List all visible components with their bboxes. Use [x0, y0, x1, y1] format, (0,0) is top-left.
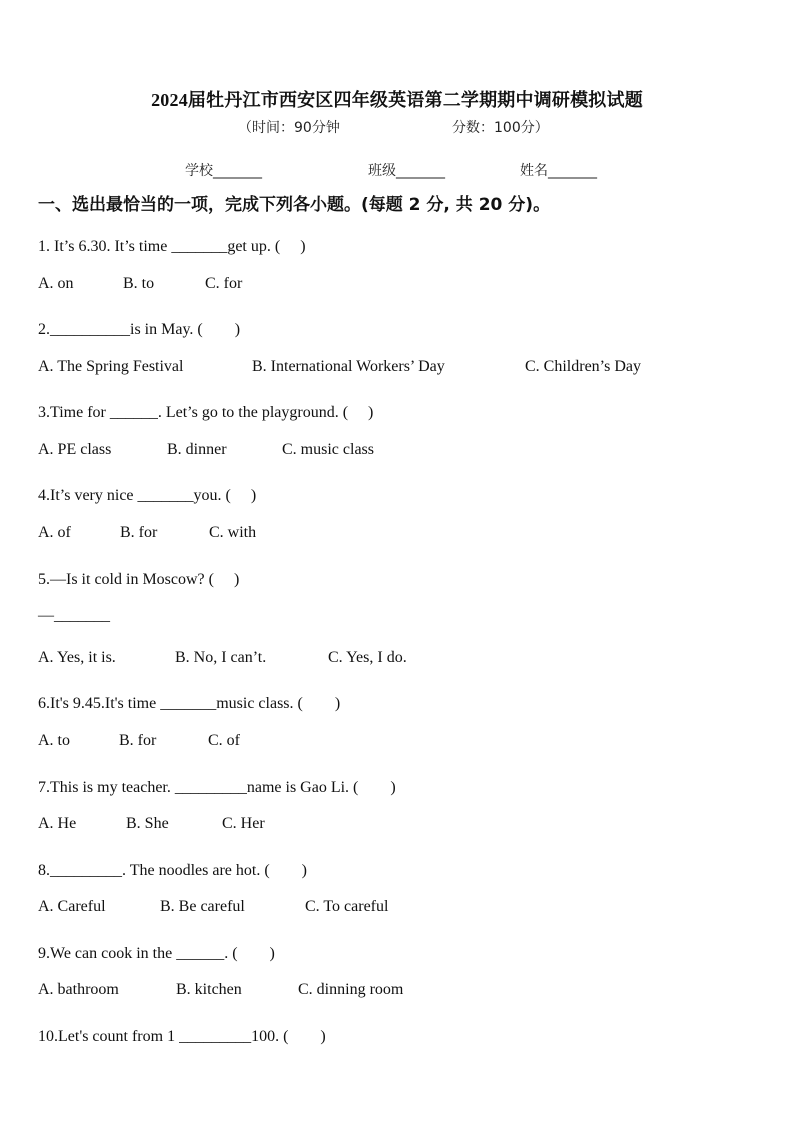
class-field: 班级_______: [368, 163, 445, 179]
options-3: [38, 441, 374, 459]
question-9: 9.We can cook in the ______. ( ): [38, 945, 275, 962]
option: B. International Workers’ Day: [252, 358, 445, 375]
option: A. to: [38, 732, 70, 749]
school-field: 学校_______: [185, 163, 262, 179]
option: B. to: [123, 275, 155, 292]
question-10: 10.Let's count from 1 _________100. ( ): [38, 1028, 326, 1045]
option: A. Yes, it is.: [38, 649, 116, 666]
options-7: [38, 815, 265, 833]
exam-title: 2024届牡丹江市西安区四年级英语第二学期期中调研模拟试题: [151, 90, 643, 110]
options-9: [38, 981, 403, 999]
time-limit: （时间：90分钟: [238, 120, 340, 136]
total-score: 分数：100分）: [452, 120, 549, 136]
question-1: 1. It’s 6.30. It’s time _______get up. ( ): [38, 238, 306, 255]
option: B. for: [120, 524, 158, 541]
option: B. dinner: [167, 441, 227, 458]
question-6: 6.It's 9.45.It's time _______music class. ( ): [38, 695, 341, 712]
option: A. on: [38, 275, 74, 292]
options-4: [38, 524, 256, 542]
option: C. with: [209, 524, 257, 541]
option: C. music class: [282, 441, 374, 458]
option: B. kitchen: [176, 981, 242, 998]
option: A. Careful: [38, 898, 106, 915]
question-3: 3.Time for ______. Let’s go to the playground. ( ): [38, 404, 374, 421]
option: C. To careful: [305, 898, 389, 915]
options-1: [38, 275, 242, 293]
option: C. for: [205, 275, 243, 292]
option: C. Children’s Day: [525, 358, 641, 375]
question-7: 7.This is my teacher. _________name is Gao Li. ( ): [38, 779, 396, 796]
question-4: 4.It’s very nice _______you. ( ): [38, 487, 257, 504]
option: C. dinning room: [298, 981, 404, 998]
option: B. No, I can’t.: [175, 649, 267, 666]
option: A. of: [38, 524, 71, 541]
options-6: [38, 732, 240, 750]
question-2: 2.__________is in May. ( ): [38, 321, 241, 338]
option: B. Be careful: [160, 898, 245, 915]
option: A. PE class: [38, 441, 112, 458]
option: C. Her: [222, 815, 265, 832]
option: A. bathroom: [38, 981, 119, 998]
option: C. of: [208, 732, 240, 749]
option: A. He: [38, 815, 77, 832]
name-field: 姓名_______: [520, 163, 597, 179]
question-5: 5.—Is it cold in Moscow? ( ): [38, 571, 240, 588]
option: A. The Spring Festival: [38, 358, 184, 375]
options-2: [38, 358, 641, 376]
options-8: [38, 898, 388, 916]
question-8: 8._________. The noodles are hot. ( ): [38, 862, 307, 879]
option: C. Yes, I do.: [328, 649, 407, 666]
option: B. She: [126, 815, 169, 832]
option: B. for: [119, 732, 157, 749]
options-5: [38, 649, 407, 667]
answer-blank-5: —_______: [38, 607, 110, 624]
section-heading: 一、选出最恰当的一项，完成下列各小题。(每题 2 分, 共 20 分)。: [38, 195, 551, 215]
